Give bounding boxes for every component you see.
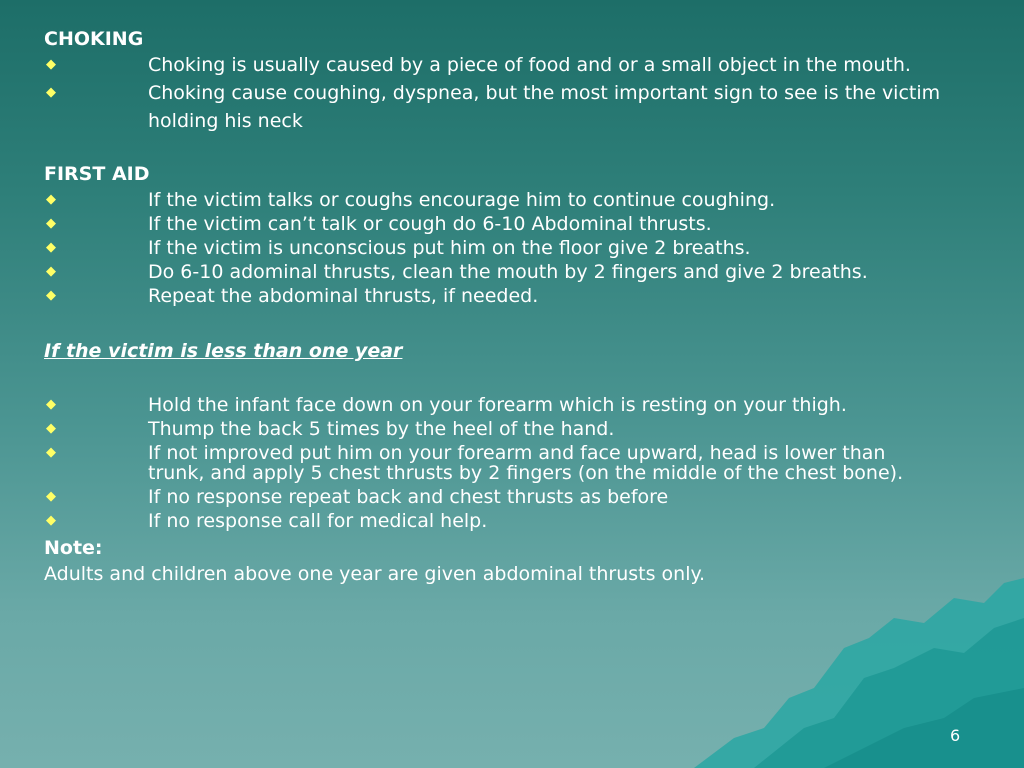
bullet-text: Hold the infant face down on your forearm which is resting on your thigh.: [148, 394, 847, 416]
note-heading: Note:: [44, 537, 103, 559]
infant-bullet-3: [44, 443, 944, 483]
bullet-text: Choking is usually caused by a piece of food and or a small object in the mouth.: [148, 54, 911, 76]
diamond-bullet-icon: ◆: [46, 397, 56, 412]
spacer: [44, 310, 944, 338]
first-aid-bullet-3: [44, 238, 944, 258]
first-aid-bullet-5: [44, 286, 944, 306]
diamond-bullet-icon: ◆: [46, 85, 56, 100]
bullet-text: If no response repeat back and chest thrusts as before: [148, 486, 669, 508]
diamond-bullet-icon: ◆: [46, 192, 56, 207]
bullet-text: If not improved put him on your forearm and face upward, head is lower than trunk, and apply 5 chest thrusts by 2 fingers (on the middle of the chest bone).: [148, 442, 904, 484]
diamond-bullet-icon: ◆: [46, 264, 56, 279]
bullet-text: If the victim is unconscious put him on the floor give 2 breaths.: [148, 237, 751, 259]
bullet-text: Thump the back 5 times by the heel of the hand.: [148, 418, 615, 440]
page-number: 6: [950, 726, 961, 745]
diamond-bullet-icon: ◆: [46, 445, 56, 460]
bullet-text: Choking cause coughing, dyspnea, but the most important sign to see is the victim holding his neck: [148, 82, 941, 132]
bullet-text: Do 6-10 adominal thrusts, clean the mouth by 2 fingers and give 2 breaths.: [148, 261, 868, 283]
first-aid-bullet-4: [44, 262, 944, 282]
infant-bullet-4: [44, 487, 944, 507]
diamond-bullet-icon: ◆: [46, 57, 56, 72]
infant-bullet-1: [44, 395, 944, 415]
choking-heading: CHOKING: [44, 28, 144, 50]
diamond-bullet-icon: ◆: [46, 240, 56, 255]
infant-heading: If the victim is less than one year: [44, 340, 403, 362]
diamond-bullet-icon: ◆: [46, 421, 56, 436]
diamond-bullet-icon: ◆: [46, 288, 56, 303]
diamond-bullet-icon: ◆: [46, 216, 56, 231]
choking-bullet-1: [44, 55, 944, 75]
diamond-bullet-icon: ◆: [46, 489, 56, 504]
first-aid-heading: FIRST AID: [44, 163, 150, 185]
bullet-text: Repeat the abdominal thrusts, if needed.: [148, 285, 539, 307]
infant-bullet-5: [44, 511, 944, 531]
note-text: Adults and children above one year are given abdominal thrusts only.: [44, 563, 706, 585]
slide-content: [44, 26, 944, 588]
spacer: [44, 364, 944, 392]
diamond-bullet-icon: ◆: [46, 513, 56, 528]
infant-bullet-2: [44, 419, 944, 439]
spacer: [44, 135, 944, 161]
bullet-text: If the victim talks or coughs encourage him to continue coughing.: [148, 189, 776, 211]
bullet-text: If the victim can’t talk or cough do 6-10 Abdominal thrusts.: [148, 213, 712, 235]
choking-bullet-2: [44, 79, 944, 135]
mountain-decoration: [694, 578, 1024, 768]
first-aid-bullet-1: [44, 190, 944, 210]
bullet-text: If no response call for medical help.: [148, 510, 488, 532]
first-aid-bullet-2: [44, 214, 944, 234]
